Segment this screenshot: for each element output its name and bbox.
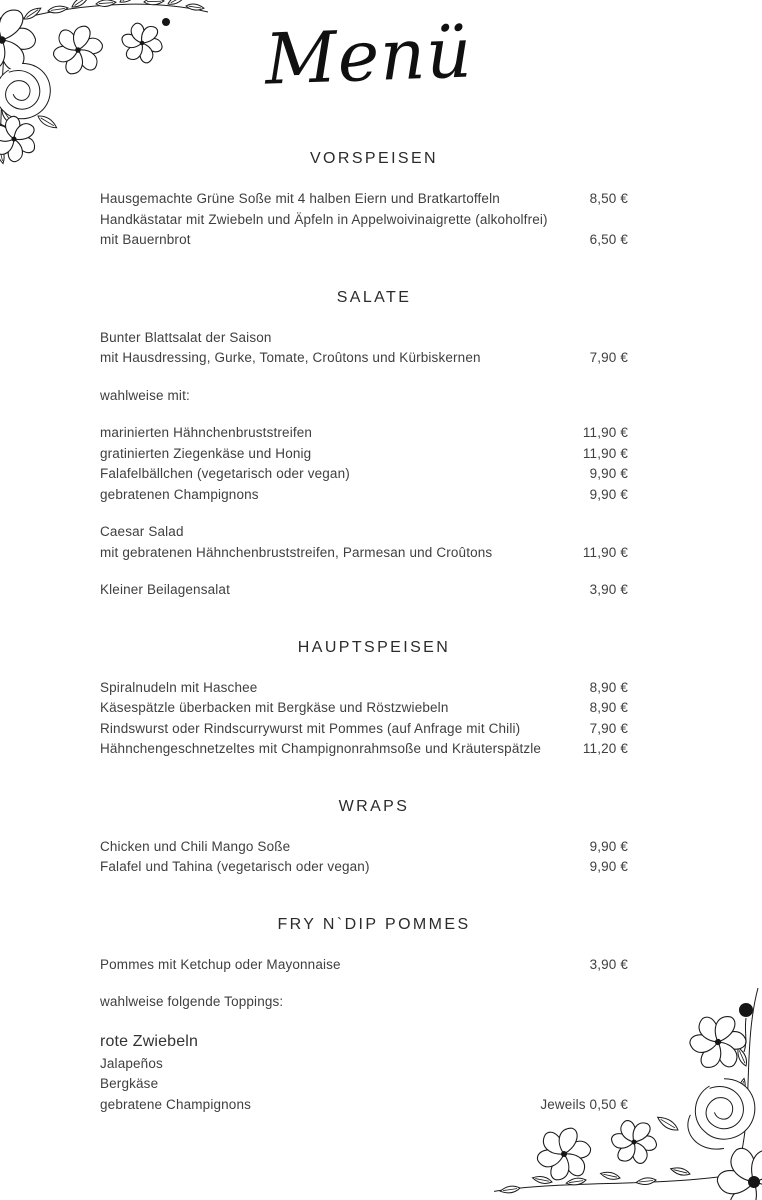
menu-item-text: Kleiner Beilagensalat	[100, 582, 230, 597]
menu-item-text: gebratenen Champignons	[100, 486, 259, 502]
menu-item-row	[100, 992, 628, 1013]
menu-item-price: 6,50 €	[589, 232, 628, 247]
menu-item-row	[100, 580, 628, 601]
menu-item-text: Käsespätzle überbacken mit Bergkäse und Röstzwiebeln	[100, 700, 449, 715]
menu-item-price: 3,90 €	[589, 956, 628, 972]
menu-item-text: Pommes mit Ketchup oder Mayonnaise	[100, 956, 341, 972]
menu-item-row	[100, 543, 628, 564]
menu-item-row	[100, 1054, 628, 1075]
menu-item-row	[100, 189, 628, 210]
menu-item-text: wahlweise mit:	[100, 387, 190, 403]
menu-item-text: wahlweise folgende Toppings:	[100, 994, 284, 1009]
menu-item-row	[100, 386, 628, 407]
menu-item-row	[100, 522, 628, 543]
menu-item-text: mit Bauernbrot	[100, 232, 191, 247]
menu-block	[100, 328, 628, 369]
menu-item-row	[100, 955, 628, 976]
menu-item-row	[100, 739, 628, 760]
menu-item-text: marinierten Hähnchenbruststreifen	[100, 425, 313, 440]
menu-item-text: gebratene Champignons	[100, 1096, 252, 1112]
menu-item-row	[100, 210, 628, 231]
menu-item-text: Spiralnudeln mit Haschee	[100, 679, 258, 695]
menu-item-text: mit gebratenen Hähnchenbruststreifen, Parmesan und Croûtons	[100, 544, 493, 560]
menu-item-row	[100, 444, 628, 465]
menu-block	[100, 837, 628, 878]
menu-title: Menü	[263, 11, 475, 101]
menu-block	[100, 992, 628, 1013]
menu-block	[100, 189, 628, 251]
menu-item-price: 8,90 €	[589, 700, 628, 715]
menu-item-price: 8,50 €	[589, 191, 628, 206]
menu-item-price: 3,90 €	[589, 582, 628, 597]
menu-item-price: Jeweils 0,50 €	[540, 1096, 628, 1112]
menu-item-text: Rindswurst oder Rindscurrywurst mit Pommes (auf Anfrage mit Chili)	[100, 720, 521, 736]
menu-item-row	[100, 678, 628, 699]
menu-item-price: 8,90 €	[589, 679, 628, 695]
menu-item-text: Caesar Salad	[100, 524, 184, 539]
section-heading-hauptspeisen: HAUPTSPEISEN	[297, 638, 451, 656]
menu-item-text: Bunter Blattsalat der Saison	[100, 329, 272, 345]
menu-item-row	[100, 485, 628, 506]
section-heading-salate: SALATE	[336, 288, 412, 306]
menu-item-text: Falafel und Tahina (vegetarisch oder vegan)	[100, 859, 370, 874]
menu-item-row	[100, 837, 628, 858]
menu-item-row	[100, 348, 628, 369]
menu-sections	[0, 149, 762, 1115]
menu-item-row	[100, 328, 628, 349]
menu-item-text: Bergkäse	[100, 1076, 159, 1091]
menu-item-price: 9,90 €	[589, 859, 628, 874]
menu-item-row	[100, 857, 628, 878]
menu-item-price: 9,90 €	[589, 466, 628, 481]
menu-item-row	[100, 1074, 628, 1095]
menu-block	[100, 678, 628, 760]
menu-block	[100, 386, 628, 407]
menu-item-row	[100, 1095, 628, 1116]
menu-item-text: Hähnchengeschnetzeltes mit Champignonrahmsoße und Kräuterspätzle	[100, 741, 542, 756]
menu-item-text: Hausgemachte Grüne Soße mit 4 halben Eiern und Bratkartoffeln	[100, 191, 500, 206]
menu-item-text: Handkästatar mit Zwiebeln und Äpfeln in Appelwoivinaigrette (alkoholfrei)	[100, 211, 548, 227]
menu-item-row	[100, 719, 628, 740]
section-heading-fry-n-dip-pommes: FRY N`DIP POMMES	[277, 915, 471, 933]
menu-item-price: 9,90 €	[589, 486, 628, 502]
menu-item-price: 11,90 €	[582, 445, 628, 461]
menu-item-row	[100, 423, 628, 444]
menu-item-text: Jalapeños	[100, 1055, 163, 1071]
menu-item-row	[100, 1030, 628, 1054]
section-heading-vorspeisen: VORSPEISEN	[309, 150, 439, 167]
menu-item-price: 7,90 €	[589, 720, 628, 736]
menu-block	[100, 423, 628, 505]
menu-item-text: mit Hausdressing, Gurke, Tomate, Croûtons und Kürbiskernen	[100, 350, 481, 365]
menu-item-text: Chicken und Chili Mango Soße	[100, 838, 291, 854]
menu-item-text: rote Zwiebeln	[100, 1032, 198, 1050]
menu-block	[100, 580, 628, 601]
menu-block	[100, 955, 628, 976]
menu-item-price: 11,90 €	[582, 544, 628, 560]
menu-item-text: gratinierten Ziegenkäse und Honig	[100, 445, 312, 461]
menu-item-price: 7,90 €	[589, 350, 628, 365]
menu-item-row	[100, 698, 628, 719]
menu-block	[100, 1030, 628, 1116]
menu-item-price: 11,20 €	[582, 741, 628, 756]
menu-item-row	[100, 464, 628, 485]
menu-item-price: 9,90 €	[589, 838, 628, 854]
menu-item-row	[100, 230, 628, 251]
title-area	[0, 0, 762, 112]
menu-block	[100, 522, 628, 563]
section-heading-wraps: WRAPS	[338, 797, 410, 815]
menu-item-price: 11,90 €	[582, 425, 628, 440]
menu-item-text: Falafelbällchen (vegetarisch oder vegan)	[100, 466, 350, 481]
